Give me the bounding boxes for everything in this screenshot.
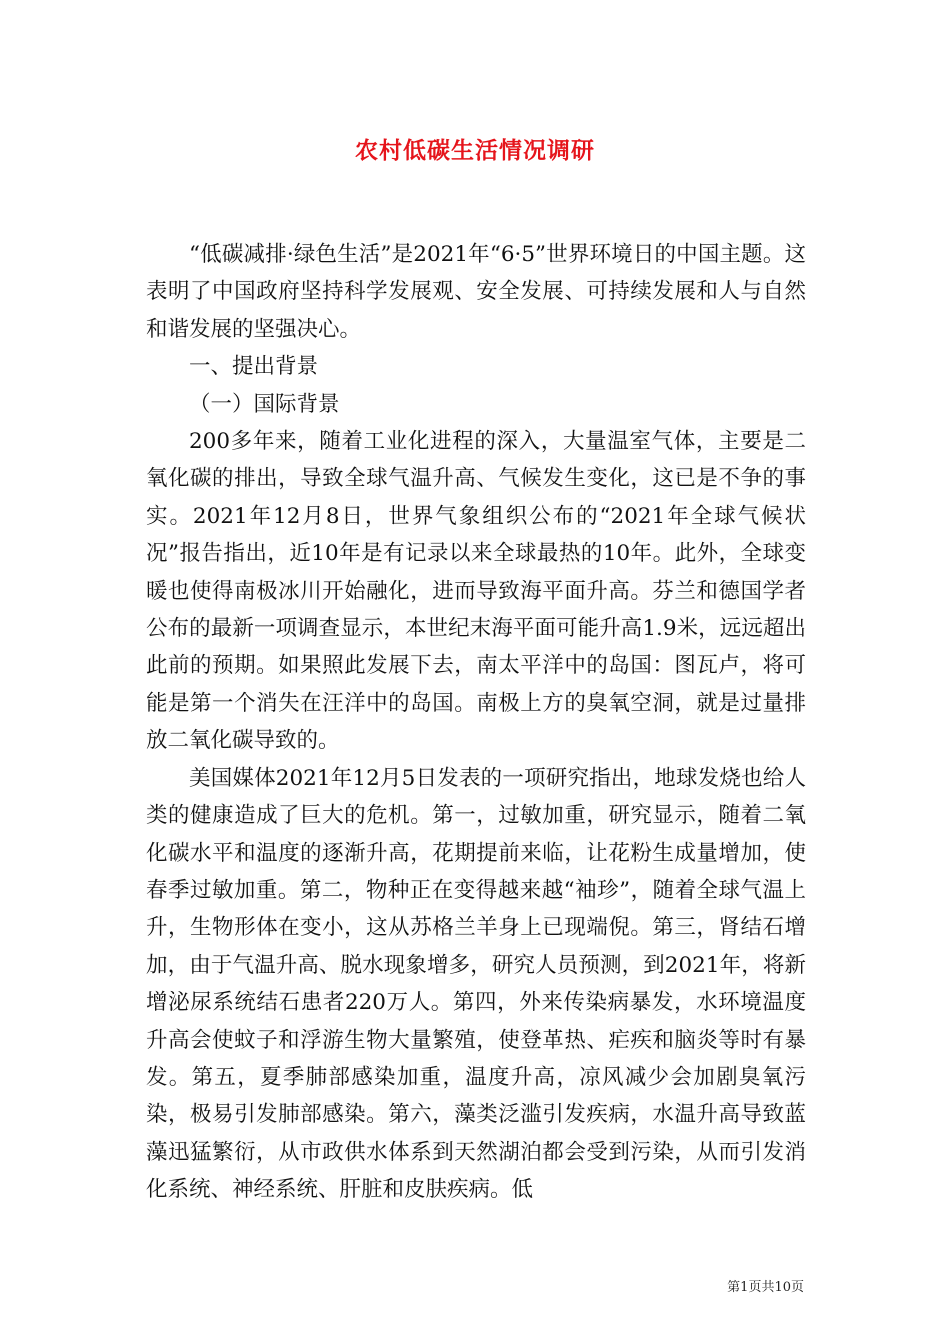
document-body [146,236,806,1209]
paragraph-health: 美国媒体2021年12月5日发表的一项研究指出，地球发烧也给人类的健康造成了巨大的危机。第一，过敏加重，研究显示，随着二氧化碳水平和温度的逐渐升高，花期提前来临，让花粉生成量增加，使春季过敏加重。第二，物种正在变得越来越“袖珍”，随着全球气温上升，生物形体在变小，这从苏格兰羊身上已现端倪。第三，肾结石增加，由于气温升高、脱水现象增多，研究人员预测，到2021年，将新增泌尿系统结石患者220万人。第四，外来传染病暴发，水环境温度升高会使蚊子和浮游生物大量繁殖，使登革热、疟疾和脑炎等时有暴发。第五，夏季肺部感染加重，温度升高，凉风减少会加剧臭氧污染，极易引发肺部感染。第六，藻类泛滥引发疾病，水温升高导致蓝藻迅猛繁衍，从市政供水体系到天然湖泊都会受到污染，从而引发消化系统、神经系统、肝脏和皮肤疾病。低 [146,765,806,1203]
subsection-heading: （一）国际背景 [189,391,340,417]
paragraph-intro: “低碳减排·绿色生活”是2021年“6·5”世界环境日的中国主题。这表明了中国政府坚持科学发展观、安全发展、可持续发展和人与自然和谐发展的坚强决心。 [146,242,806,342]
section-heading: 一、提出背景 [189,354,319,380]
paragraph-international: 200多年来，随着工业化进程的深入，大量温室气体，主要是二氧化碳的排出，导致全球气温升高、气候发生变化，这已是不争的事实。2021年12月8日，世界气象组织公布的“2021年全球气候状况”报告指出，近10年是有记录以来全球最热的10年。此外，全球变暖也使得南极冰川开始融化，进而导致海平面升高。芬兰和德国学者公布的最新一项调查显示，本世纪末海平面可能升高1.9米，远远超出此前的预期。如果照此发展下去，南太平洋中的岛国：图瓦卢，将可能是第一个消失在汪洋中的岛国。南极上方的臭氧空洞，就是过量排放二氧化碳导致的。 [146,429,806,754]
document-title: 农村低碳生活情况调研 [355,137,595,164]
page-number: 第1页共10页 [727,1280,804,1295]
